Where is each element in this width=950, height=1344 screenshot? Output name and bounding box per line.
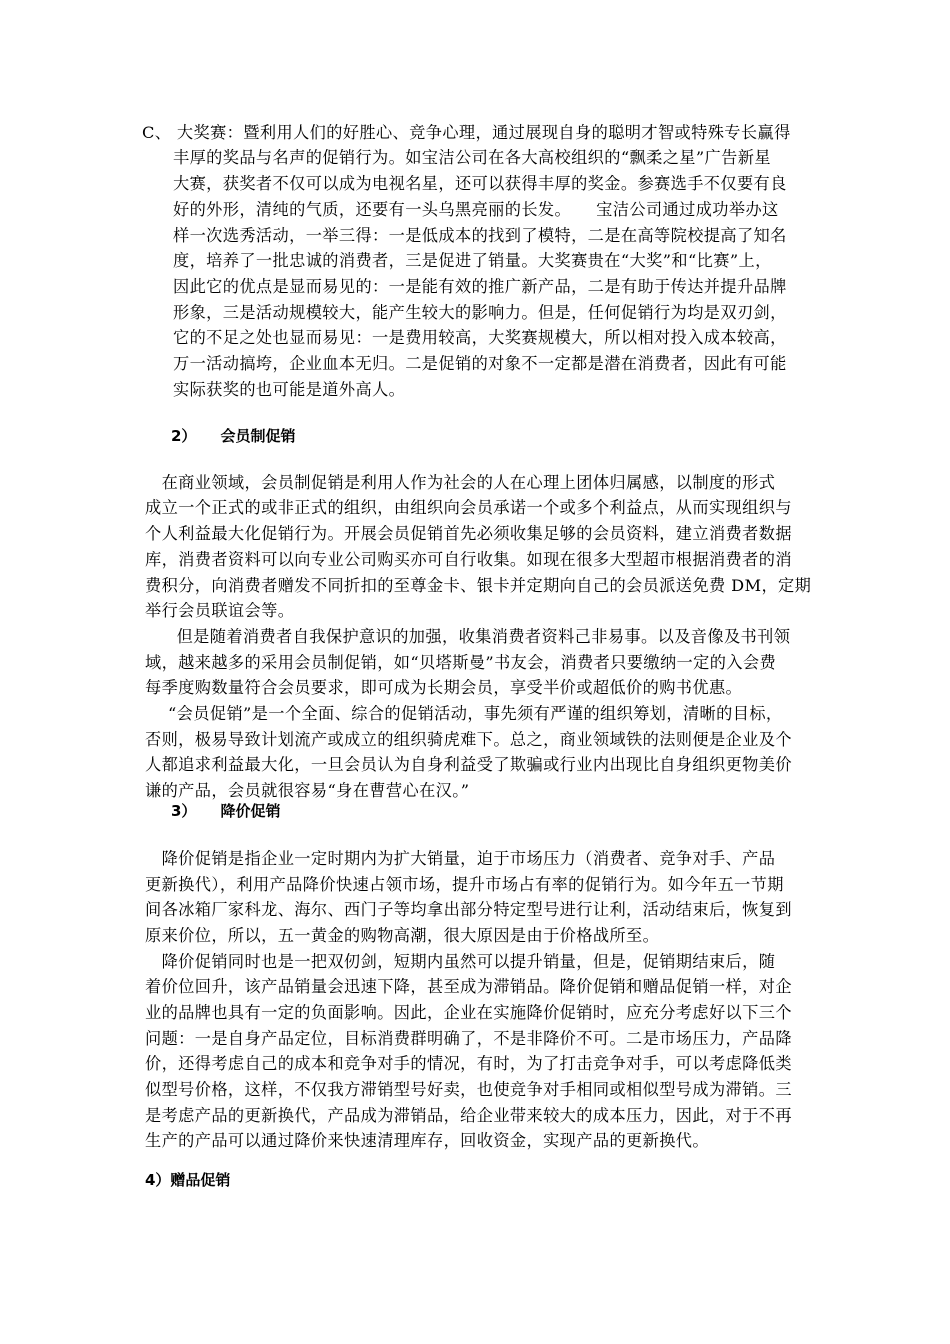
section-title: 会员制促销	[220, 427, 296, 445]
text-line: 库，消费者资料可以向专业公司购买亦可自行收集。如现在很多大型超市根据消费者的消	[145, 550, 792, 569]
text-line: 大赛，获奖者不仅可以成为电视名星，还可以获得丰厚的奖金。参赛选手不仅要有良	[173, 174, 787, 193]
text-line: 原来价位，所以，五一黄金的购物高潮，很大原因是由于价格战所至。	[145, 926, 660, 945]
text-line: 问题：一是自身产品定位，目标消费群明确了，不是非降价不可。二是市场压力，产品降	[145, 1029, 792, 1048]
text-line: 生产的产品可以通过降价来快速清理库存，回收资金，实现产品的更新换代。	[145, 1131, 709, 1150]
text-line: 因此它的优点是显而易见的：一是能有效的推广新产品，二是有助于传达并提升品牌	[173, 277, 787, 296]
text-line: 费积分，向消费者赠发不同折扣的至尊金卡、银卡并定期向自己的会员派送免费 DM，定期	[145, 576, 812, 595]
section-title: 降价促销	[220, 802, 281, 820]
text-line: 是考虑产品的更新换代，产品成为滞销品，给企业带来较大的成本压力，因此，对于不再	[145, 1106, 792, 1125]
section-number: 3）	[171, 802, 197, 820]
text-line: “会员促销”是一个全面、综合的促销活动，事先须有严谨的组织筹划，清晰的目标，	[168, 704, 783, 723]
text-line: 举行会员联谊会等。	[145, 601, 295, 620]
text-line: 更新换代），利用产品降价快速占领市场，提升市场占有率的促销行为。如今年五一节期	[145, 875, 784, 894]
section-number: 2）	[171, 427, 197, 445]
text-line: 在商业领域，会员制促销是利用人作为社会的人在心理上团体归属感，以制度的形式	[145, 473, 776, 492]
text-line: 好的外形，清纯的气质，还要有一头乌黑亮丽的长发。 宝洁公司通过成功举办这	[173, 200, 779, 219]
text-line: 但是随着消费者自我保护意识的加强，收集消费者资料己非易事。以及音像及书刊领	[160, 627, 791, 646]
text-line: 降价促销同时也是一把双仞剑，短期内虽然可以提升销量，但是，促销期结束后，随	[145, 952, 776, 971]
text-line: 丰厚的奖品与名声的促销行为。如宝洁公司在各大高校组织的“飘柔之星”广告新星	[173, 148, 771, 167]
text-line: 成立一个正式的或非正式的组织，由组织向会员承诺一个或多个利益点，从而实现组织与	[145, 498, 792, 517]
text-line: 价，还得考虑自己的成本和竞争对手的情况，有时，为了打击竞争对手，可以考虑降低类	[145, 1054, 792, 1073]
text-line: 似型号价格，这样，不仅我方滞销型号好卖，也使竞争对手相同或相似型号成为滞销。三	[145, 1080, 792, 1099]
section-3-heading	[171, 801, 280, 821]
text-line: 着价位回升，该产品销量会迅速下降，甚至成为滞销品。降价促销和赠品促销一样，对企	[145, 977, 792, 996]
section-4-heading: 4）赠品促销	[145, 1171, 231, 1189]
text-line: 人都追求利益最大化，一旦会员认为自身利益受了欺骗或行业内出现比自身组织更物美价	[145, 755, 792, 774]
text-line: 降价促销是指企业一定时期内为扩大销量，迫于市场压力（消费者、竞争对手、产品	[145, 849, 776, 868]
text-line: 样一次选秀活动，一举三得：一是低成本的找到了模特，二是在高等院校提高了知名	[173, 226, 787, 245]
text-line: 形象，三是活动规模较大，能产生较大的影响力。但是，任何促销行为均是双刃剑，	[173, 303, 787, 322]
text-line: 它的不足之处也显而易见：一是费用较高，大奖赛规模大，所以相对投入成本较高，	[173, 328, 787, 347]
text-line: 否则，极易导致计划流产或成立的组织骑虎难下。总之，商业领域铁的法则便是企业及个	[145, 730, 792, 749]
text-line: 实际获奖的也可能是道外高人。	[173, 380, 406, 399]
text-line: 个人利益最大化促销行为。开展会员促销首先必须收集足够的会员资料，建立消费者数据	[145, 524, 792, 543]
section-2-heading	[171, 426, 295, 446]
text-line: 间各冰箱厂家科龙、海尔、西门子等均拿出部分特定型号进行让利，活动结束后，恢复到	[145, 900, 792, 919]
text-line: 度，培养了一批忠诚的消费者，三是促进了销量。大奖赛贵在“大奖”和“比赛”上，	[173, 251, 772, 270]
text-line: 万一活动搞垮，企业血本无归。二是促销的对象不一定都是潜在消费者，因此有可能	[173, 354, 787, 373]
text-line: 域，越来越多的采用会员制促销，如“贝塔斯曼”书友会，消费者只要缴纳一定的入会费	[145, 653, 777, 672]
text-line: C、 大奖赛：暨利用人们的好胜心、竞争心理，通过展现自身的聪明才智或特殊专长赢得	[142, 123, 791, 142]
text-line: 业的品牌也具有一定的负面影响。因此，企业在实施降价促销时，应充分考虑好以下三个	[145, 1003, 792, 1022]
text-line: 谦的产品，会员就很容易“身在曹营心在汉。”	[145, 781, 470, 800]
text-line: 每季度购数量符合会员要求，即可成为长期会员，享受半价或超低价的购书优惠。	[145, 678, 743, 697]
